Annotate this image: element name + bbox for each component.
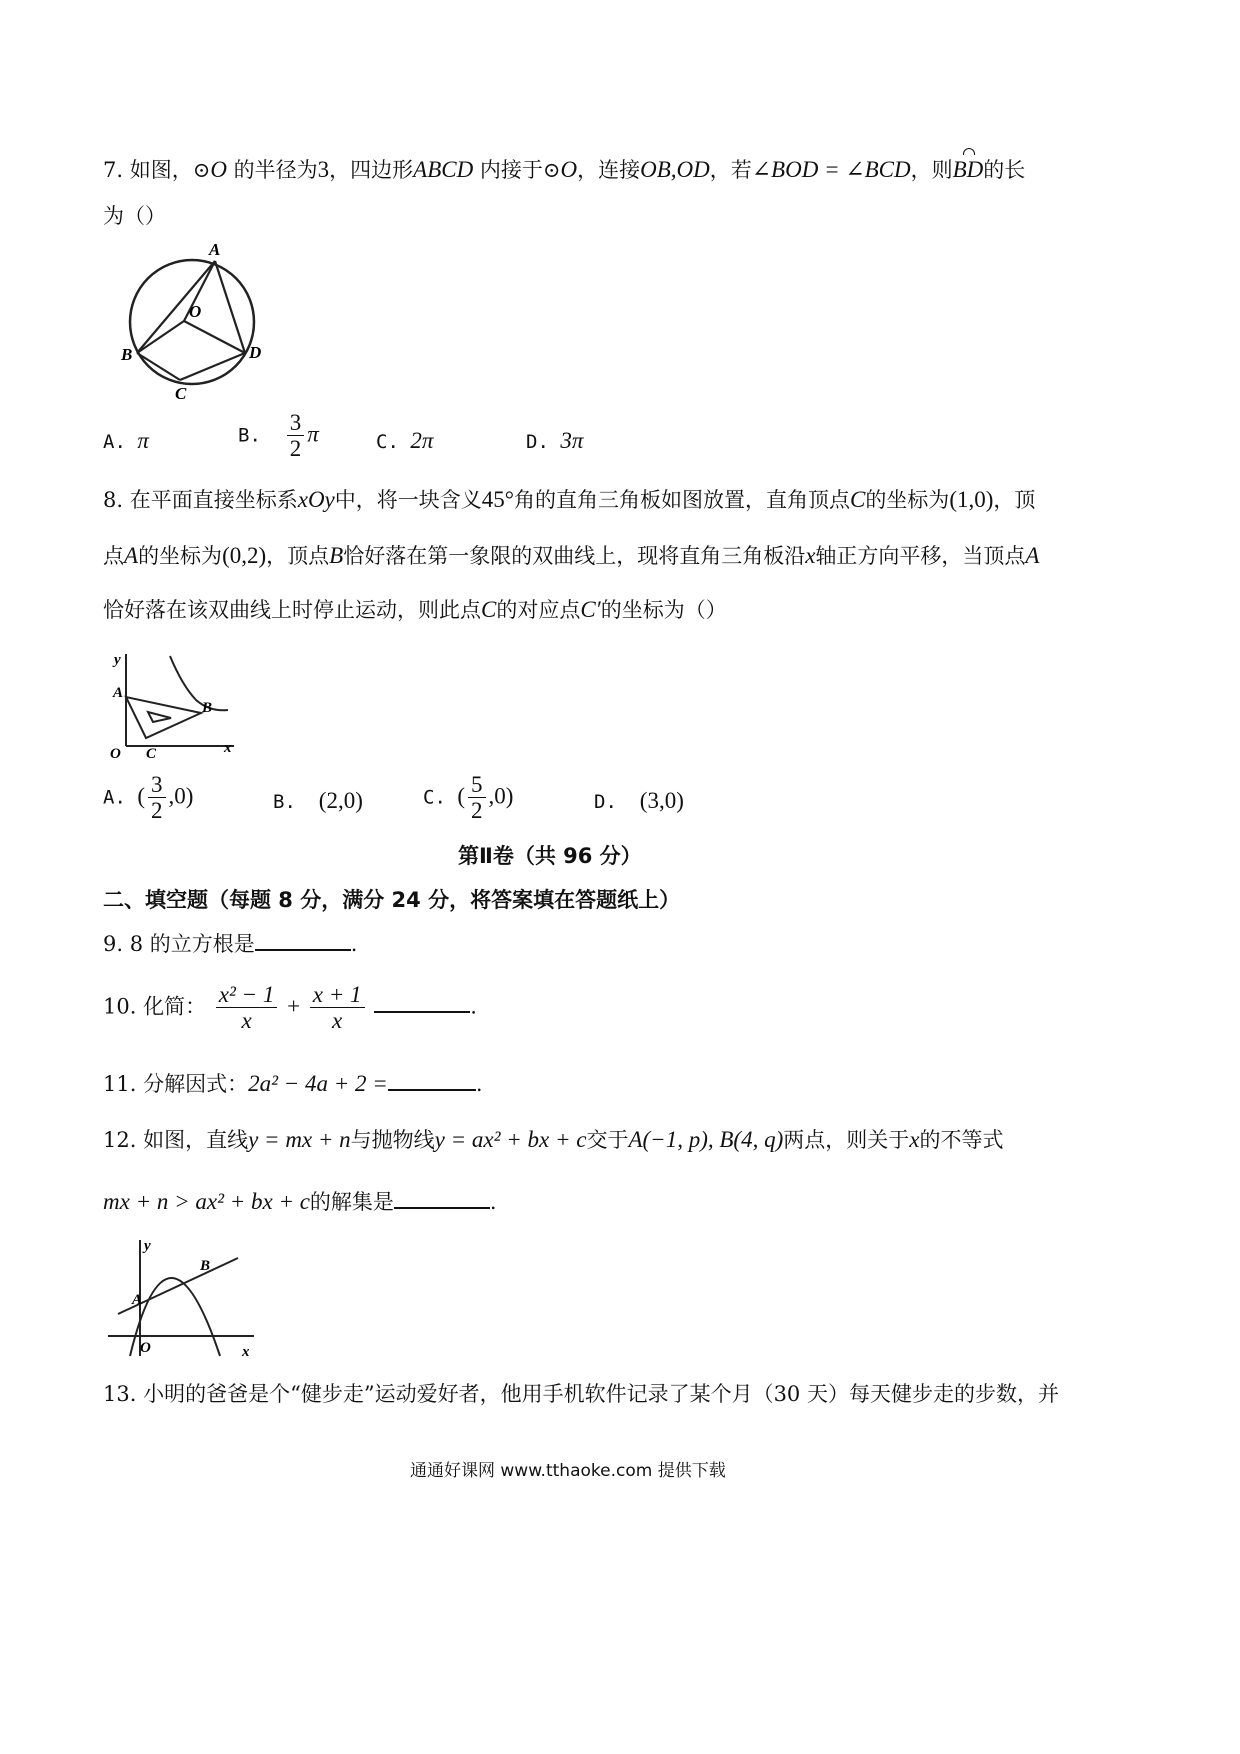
q10-answer-blank[interactable]	[374, 991, 470, 1013]
arc-bd: BD	[952, 157, 984, 182]
q13: 13. 小明的爸爸是个“健步走”运动爱好者，他用手机软件记录了某个月（30 天）每天健步走的步数，并	[103, 1382, 1059, 1406]
section2-subtitle: 二、填空题（每题 8 分，满分 24 分，将答案填在答题纸上）	[103, 888, 681, 912]
q8-line3: 恰好落在该双曲线上时停止运动，则此点C的对应点C′的坐标为（）	[103, 597, 727, 622]
label-x: x	[242, 1344, 250, 1360]
label-b: B	[121, 345, 133, 364]
q7-option-b[interactable]: B. $\frac{3}{2}$ π	[238, 410, 319, 462]
label-a: A	[113, 685, 124, 701]
q9: 9. 8 的立方根是 .	[103, 928, 357, 958]
label-y: y	[114, 652, 121, 668]
label-o: O	[140, 1340, 151, 1356]
q12-answer-blank[interactable]	[394, 1187, 490, 1209]
q7-line2: 为（）	[103, 204, 166, 228]
label-x: x	[224, 740, 232, 756]
q11-answer-blank[interactable]	[388, 1069, 476, 1091]
q12-line2: mx + n > ax² + bx + c的解集是 .	[103, 1189, 497, 1214]
q11: 11. 分解因式：2a² − 4a + 2 = .	[103, 1071, 483, 1096]
q12-line1: 12. 如图，直线y = mx + n与抛物线y = ax² + bx + c交于A(−1, p), B(4, q)两点，则关于x的不等式	[103, 1127, 1004, 1152]
label-y: y	[144, 1238, 151, 1254]
q7-option-c[interactable]: C. 2π	[376, 428, 434, 453]
section2-title: 第Ⅱ卷（共 96 分）	[458, 844, 642, 868]
q12-figure-parabola	[104, 1232, 260, 1362]
q8-option-a[interactable]: A. ( $\frac{3}{2}$ ,0)	[103, 772, 194, 824]
label-o: O	[110, 746, 121, 762]
label-b: B	[202, 700, 213, 716]
label-a: A	[209, 240, 221, 259]
page-footer: 通通好课网 www.tthaoke.com 提供下载	[410, 1461, 726, 1481]
q8-option-d[interactable]: D. (3,0)	[594, 788, 684, 813]
q7-figure-circle	[112, 240, 282, 405]
q8-option-b[interactable]: B. (2,0)	[273, 788, 363, 813]
q8-figure-triangle	[106, 640, 246, 765]
q8-option-c[interactable]: C. ( $\frac{5}{2}$ ,0)	[423, 772, 514, 824]
q8-line2: 点A的坐标为(0,2)，顶点B恰好落在第一象限的双曲线上，现将直角三角板沿x轴正方向平移，当顶点A	[103, 543, 1040, 568]
label-c: C	[146, 746, 157, 762]
q7-option-a[interactable]: A. π	[103, 428, 149, 453]
label-o: O	[189, 302, 202, 321]
q9-answer-blank[interactable]	[255, 929, 351, 951]
q7-option-d[interactable]: D. 3π	[526, 428, 584, 453]
label-a: A	[132, 1292, 143, 1308]
label-c: C	[175, 384, 187, 403]
q7-line1: 7. 如图，⊙O 的半径为3，四边形ABCD 内接于⊙O，连接OB,OD，若∠BOD = ∠BCD，则BD的长	[103, 157, 1026, 182]
q8-line1: 8. 在平面直接坐标系xOy中，将一块含义45°角的直角三角板如图放置，直角顶点C的坐标为(1,0)，顶	[103, 487, 1036, 512]
label-b: B	[200, 1258, 211, 1274]
q10: 10. 化简： $\frac{\text{x² − 1}}{x}$ + $\frac{x + 1}{x}$ .	[103, 982, 477, 1034]
label-d: D	[249, 343, 262, 362]
